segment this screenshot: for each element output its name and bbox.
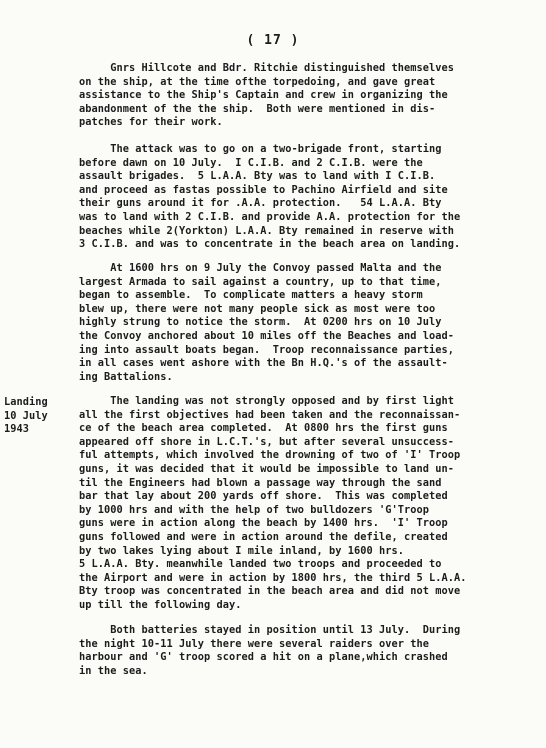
text-line: Gnrs Hillcote and Bdr. Ritchie distinguished themselves: [79, 62, 454, 74]
text-line: The landing was not strongly opposed and by first light: [79, 395, 454, 407]
text-line: by two lakes lying about I mile inland, by 1600 hrs.: [79, 544, 404, 557]
text-line: Both batteries stayed in position until 13 July. During: [79, 624, 461, 636]
margin-note: [4, 396, 74, 437]
paragraph-3: [79, 262, 509, 384]
text-line: ing into assault boats began. Troop reconnaissance parties,: [79, 343, 454, 356]
text-line: in all cases went ashore with the Bn H.Q.'s of the assault-: [79, 357, 448, 370]
text-line: the night 10-11 July there were several raiders over the: [79, 637, 429, 650]
text-line: 3 C.I.B. and was to concentrate in the beach area on landing.: [79, 238, 461, 251]
text-line: guns, it was decided that it would be impossible to land un-: [79, 462, 454, 475]
text-line: up till the following day.: [79, 598, 242, 611]
text-line: ful attempts, which involved the drowning of two of 'I' Troop: [79, 449, 461, 462]
text-line: beaches while 2(Yorkton) L.A.A. Bty remained in reserve with: [79, 224, 454, 237]
text-line: largest Armada to sail against a country, up to that time,: [79, 275, 442, 288]
text-line: ce of the beach area completed. At 0800 hrs the first guns: [79, 422, 448, 435]
text-line: 5 L.A.A. Bty. meanwhile landed two troops and proceeded to: [79, 558, 442, 571]
text-line: The attack was to go on a two-brigade front, starting: [79, 143, 442, 155]
text-line: appeared off shore in L.C.T.'s, but after several unsuccess-: [79, 435, 454, 448]
text-line: was to land with 2 C.I.B. and provide A.A. protection for the: [79, 210, 461, 223]
text-line: all the first objectives had been taken and the reconnaissan-: [79, 408, 461, 421]
text-line: the Airport and were in action by 1800 hrs, the third 5 L.A.A.: [79, 571, 467, 584]
text-line: before dawn on 10 July. I C.I.B. and 2 C.I.B. were the: [79, 156, 423, 169]
text-line: by 1000 hrs and with the help of two bulldozers 'G'Troop: [79, 503, 429, 516]
text-line: Bty troop was concentrated in the beach area and did not move: [79, 585, 461, 598]
text-line: and proceed as fastas possible to Pachino Airfield and site: [79, 183, 448, 196]
text-line: guns were in action along the beach by 1400 hrs. 'I' Troop: [79, 517, 448, 530]
text-line: in the sea.: [79, 664, 148, 677]
text-line: abandonment of the the ship. Both were mentioned in dis-: [79, 102, 436, 115]
paragraph-4: [79, 395, 509, 613]
text-line: bar that lay about 200 yards off shore. This was completed: [79, 490, 448, 503]
margin-note-line: 10 July: [4, 409, 48, 422]
text-line: on the ship, at the time ofthe torpedoing, and gave great: [79, 75, 436, 88]
text-line: harbour and 'G' troop scored a hit on a plane,which crashed: [79, 651, 448, 664]
text-line: assistance to the Ship's Captain and crew in organizing the: [79, 89, 448, 102]
text-line: their guns around it for .A.A. protection. 54 L.A.A. Bty: [79, 197, 442, 210]
paragraph-5: [79, 624, 509, 678]
text-line: guns followed and were in action around the defile, created: [79, 530, 448, 543]
margin-note-line: 1943: [4, 423, 29, 436]
text-line: the Convoy anchored about 10 miles off the Beaches and load-: [79, 329, 454, 342]
page-number: ( 17 ): [246, 33, 300, 48]
text-line: patches for their work.: [79, 116, 223, 129]
text-line: blew up, there were not many people sick as most were too: [79, 302, 436, 315]
paragraph-1: [79, 62, 509, 130]
text-line: assault brigades. 5 L.A.A. Bty was to land with I C.I.B.: [79, 170, 436, 183]
text-line: til the Engineers had blown a passage way through the sand: [79, 476, 442, 489]
paragraph-2: [79, 143, 509, 252]
margin-note-line: Landing: [4, 396, 48, 408]
text-line: At 1600 hrs on 9 July the Convoy passed Malta and the: [79, 262, 442, 274]
text-line: ing Battalions.: [79, 370, 173, 383]
text-line: began to assemble. To complicate matters a heavy storm: [79, 289, 423, 302]
text-line: highly strung to notice the storm. At 0200 hrs on 10 July: [79, 316, 442, 329]
